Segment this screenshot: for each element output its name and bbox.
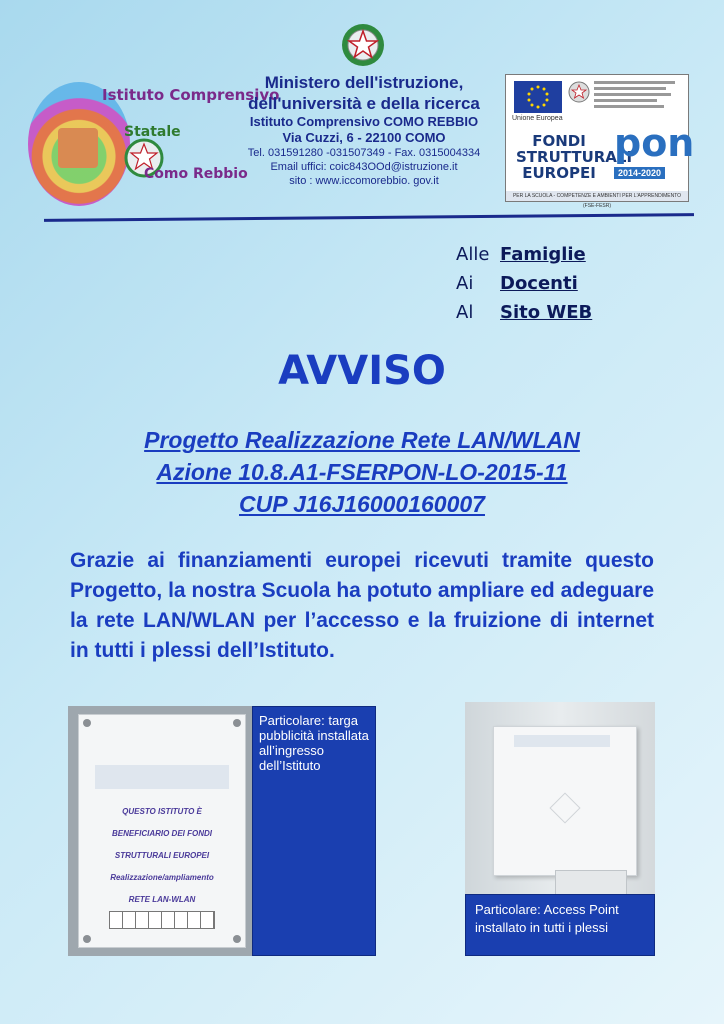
project-name: Progetto Realizzazione Rete LAN/WLAN (144, 427, 580, 453)
plaque-table (109, 911, 215, 929)
ap-led-icon (549, 792, 580, 823)
ministry-line2: dell'università e della ricerca (248, 94, 480, 113)
access-point-caption: Particolare: Access Point installato in tutti i plessi (465, 894, 655, 956)
bolt-icon (233, 935, 241, 943)
access-point-device (493, 726, 637, 876)
school-name: Istituto Comprensivo COMO REBBIO (249, 114, 479, 129)
pon-wordmark: pon (614, 121, 695, 165)
access-point-photo (465, 702, 655, 894)
bolt-icon (233, 719, 241, 727)
house-graphic (58, 128, 98, 168)
letterhead (226, 72, 502, 188)
school-site: sito : www.iccomorebbio. gov.it (289, 175, 439, 187)
plaque (78, 714, 246, 948)
bolt-icon (83, 935, 91, 943)
school-logo-line2: Statale (124, 124, 181, 140)
project-cup-code: CUP J16J16000160007 (239, 491, 485, 517)
recipient-row (456, 240, 592, 269)
plaque-caption: Particolare: targa pubblicità installata all’ingresso dell’Istituto (252, 706, 376, 956)
pon-fondi-text: FONDI STRUTTURALI EUROPEI (516, 132, 633, 182)
recipient-target: Famiglie (500, 244, 586, 265)
plaque-logos (95, 765, 229, 789)
notice-body: Grazie ai finanziamenti europei ricevuti tramite questo Progetto, la nostra Scuola ha potuto ampliare ed adeguare la rete LAN/WLAN per l’accesso e la fruizione di internet in tutti i plessi dell’Istituto. (70, 549, 654, 662)
school-address: Via Cuzzi, 6 - 22100 COMO (282, 130, 446, 145)
plaque-photo (68, 706, 254, 956)
recipient-row (456, 269, 592, 298)
project-action-code: Azione 10.8.A1-FSERPON-LO-2015-11 (156, 459, 568, 485)
ap-sticker (514, 735, 610, 747)
school-logo (28, 78, 280, 208)
pon-footer: PER LA SCUOLA - COMPETENZE E AMBIENTI PER L'APPRENDIMENTO (FSE-FESR) (506, 191, 688, 201)
recipient-prefix: Al (456, 302, 474, 323)
eu-label: Unione Europea (512, 115, 563, 122)
school-email: Email uffici: coic843OOd@istruzione.it (270, 161, 458, 173)
school-logo-line1: Istituto Comprensivo (102, 86, 280, 104)
ap-cable-box (555, 870, 627, 896)
eu-flag-icon (514, 81, 562, 113)
recipients-list (456, 240, 592, 327)
recipient-prefix: Alle (456, 244, 490, 265)
plaque-text: QUESTO ISTITUTO È BENEFICIARIO DEI FONDI STRUTTURALI EUROPEI Realizzazione/ampliamento RETE LAN-WLAN (110, 807, 214, 904)
recipient-target: Docenti (500, 273, 578, 294)
recipient-target: Sito WEB (500, 302, 593, 323)
italian-republic-emblem (340, 22, 386, 68)
miur-emblem-icon (568, 81, 590, 107)
recipient-row (456, 298, 592, 327)
recipient-prefix: Ai (456, 273, 474, 294)
bolt-icon (83, 719, 91, 727)
pon-years: 2014-2020 (614, 167, 665, 179)
notice-title: AVVISO (278, 348, 446, 394)
school-phone: Tel. 031591280 -031507349 - Fax. 0315004334 (247, 147, 481, 159)
school-logo-line3: Como Rebbio (144, 166, 248, 182)
header-divider (44, 213, 694, 222)
pon-logo (505, 74, 695, 209)
pon-fine-print (594, 81, 684, 111)
ministry-line1: Ministero dell'istruzione, (264, 73, 464, 92)
project-info (0, 424, 724, 520)
